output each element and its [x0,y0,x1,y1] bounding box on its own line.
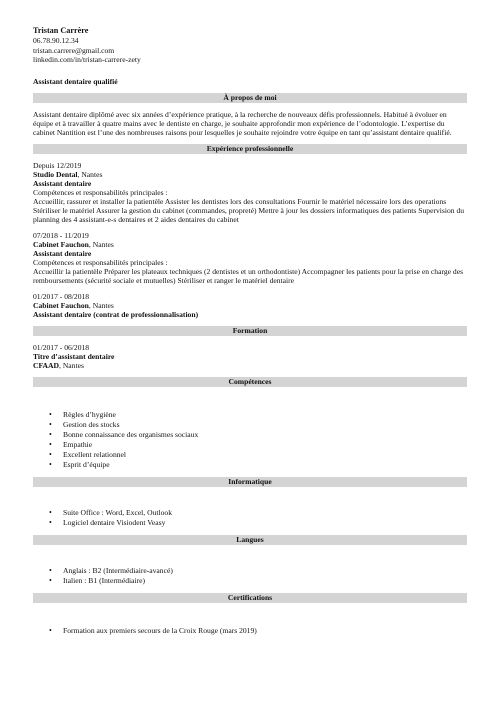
education-location: , Nantes [59,360,84,370]
certifications-list [33,626,467,636]
contact-block [33,36,467,65]
job-entry-1 [33,161,467,224]
it-list [33,508,467,528]
list-item: • Empathie [63,440,467,450]
job-employer: Cabinet Fauchon [33,300,89,310]
section-title-about: À propos de moi [33,93,467,103]
list-item: • Italien : B1 (Intermédiaire) [63,576,467,586]
phone-number: 06.78.90.12.34 [33,36,79,45]
education-degree: Titre d’assistant dentaire [33,351,115,361]
list-item: • Suite Office : Word, Excel, Outlook [63,508,467,518]
about-text: Assistant dentaire diplômé avec six années d’expérience pratique, à la recherche de nouveaux défis professionnels. Habitué à évoluer en équipe et à travailler à quatre mains avec le dentiste en charge, je souhaite approfondir mon expérience de l’odontologie. L’expertise du cabinet Nantition est l’une des nombreuses raisons pour lesquelles je souhaite rejoindre votre équipe en tant qu’assistant dentaire qualifié. [33,109,452,137]
job-resp-text: Accueillir, rassurer et installer la patientèle Assister les dentistes lors des consultations Fournir le matériel nécessaire lors des operations Stériliser le matériel Assurer la gestion du cabinet (commandes, propreté) Mettre à jour les dossiers informatiques des patients Supervision du planning des 4 assistant-e-s dentaires et 2 aides dentaires du cabinet [33,196,465,224]
job-employer: Studio Dental [33,169,78,179]
list-item: • Formation aux premiers secours de la Croix Rouge (mars 2019) [63,626,467,636]
job-location: , Nantes [88,239,114,249]
section-title-languages: Langues [33,535,467,545]
list-item: • Logiciel dentaire Visiodent Veasy [63,518,467,528]
resume-header [33,26,467,86]
list-item: • Règles d’hygiène [63,410,467,420]
section-title-it: Informatique [33,477,467,487]
education-school-line [33,361,467,370]
education-entry [33,343,467,370]
job-location: , Nantes [88,300,114,310]
email-address: tristan.carrere@gmail.com [33,45,115,55]
job-resp-label: Compétences et responsabilités principales : [33,257,168,267]
skills-list [33,410,467,470]
list-item: • Gestion des stocks [63,420,467,430]
job-resp-text: Accueillir la patientèle Préparer les plateaux techniques (2 dentistes et un orthodontiste) Accompagner les patients pour la prise en charge des remboursements (sécurité sociale et mutuelles) Stériliser et ranger le matériel dentaire [33,266,464,285]
list-item: • Excellent relationnel [63,450,467,460]
job-role: Assistant dentaire (contrat de professionnalisation) [33,309,199,319]
list-item: • Esprit d’équipe [63,460,467,470]
job-dates: 01/2017 - 08/2018 [33,291,90,301]
candidate-name: Tristan Carrère [33,26,89,35]
job-employer-line [33,240,467,249]
job-role: Assistant dentaire [33,178,92,188]
section-title-certifications: Certifications [33,593,467,603]
section-title-education: Formation [33,326,467,336]
job-role: Assistant dentaire [33,248,92,258]
job-entry-3 [33,292,467,319]
job-entry-2 [33,231,467,285]
job-employer-line [33,170,467,179]
job-dates: 07/2018 - 11/2019 [33,230,89,240]
job-resp-label: Compétences et responsabilités principales : [33,187,168,197]
education-dates: 01/2017 - 06/2018 [33,342,90,352]
section-title-experience: Expérience professionnelle [33,144,467,154]
job-dates: Depuis 12/2019 [33,160,82,170]
languages-list [33,566,467,586]
job-employer: Cabinet Fauchon [33,239,89,249]
job-headline: Assistant dentaire qualifié [33,76,118,86]
list-item: • Bonne connaissance des organismes sociaux [63,430,467,440]
section-title-skills: Compétences [33,377,467,387]
list-item: • Anglais : B2 (Intermédiaire-avancé) [63,566,467,576]
linkedin-url: linkedin.com/in/tristan-carrere-zety [33,55,141,64]
education-school: CFAAD [33,360,60,370]
job-location: , Nantes [77,169,103,179]
job-employer-line [33,301,467,310]
